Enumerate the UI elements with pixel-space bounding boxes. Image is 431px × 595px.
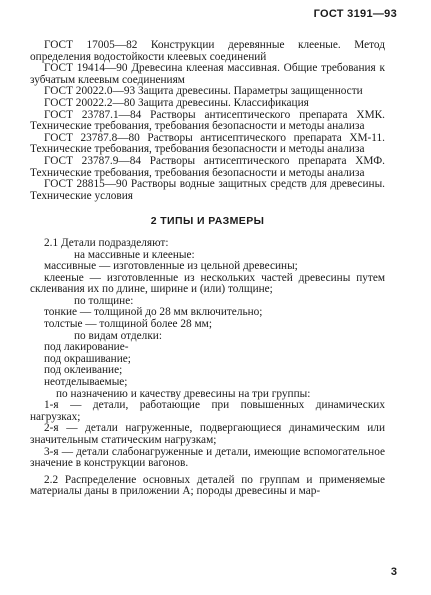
finish-item: под лакирование- [44, 341, 129, 354]
finish-item: под оклеивание; [44, 364, 123, 377]
reference-gost-23787-1: ГОСТ 23787.1—84 Растворы антисептического препарата ХМК. Технические требования, требования безопасности и методы анализа [30, 108, 385, 133]
classification-by-material: на массивные и клееные: [74, 248, 195, 261]
document-id: ГОСТ 3191—93 [313, 8, 397, 20]
classification-by-thickness: по толщине: [74, 294, 134, 307]
item-massive: массивные — изготовленные из цельной древесины; [44, 260, 298, 273]
page-number: 3 [390, 566, 397, 578]
reference-gost-19414: ГОСТ 19414—90 Древесина клееная массивная. Общие требования к зубчатым клеевым соединениям [30, 62, 385, 86]
reference-gost-23787-9: ГОСТ 23787.9—84 Растворы антисептического препарата ХМФ. Технические требования, требования безопасности и методы анализа [30, 154, 385, 179]
item-group-3: 3-я — детали слабонагруженные и детали, имеющие вспомогательное значение в конструкции вагонов. [30, 445, 385, 470]
reference-gost-20022-2: ГОСТ 20022.2—80 Защита древесины. Классификация [44, 96, 309, 109]
classification-by-finish: по видам отделки: [74, 329, 162, 342]
item-thin: тонкие — толщиной до 28 мм включительно; [44, 306, 263, 319]
paragraph-2-2: 2.2 Распределение основных деталей по группам и применяемые материалы даны в приложении А; породы древесины и мар- [30, 473, 385, 498]
item-group-1: 1-я — детали, работающие при повышенных динамических нагрузках; [30, 399, 385, 423]
document-body [30, 40, 385, 498]
item-group-2: 2-я — детали нагруженные, подвергающиеся динамическим или значительным статическим нагрузкам; [30, 422, 385, 446]
reference-gost-20022-0: ГОСТ 20022.0—93 Защита древесины. Параметры защищенности [44, 85, 363, 98]
item-glued: клееные — изготовленные из нескольких частей древесины путем склеивания их по длине, ширине и (или) толщине; [30, 271, 385, 296]
finish-item: неотделываемые; [44, 376, 128, 389]
item-thick: толстые — толщиной более 28 мм; [44, 318, 212, 331]
classification-by-purpose: по назначению и качеству древесины на три группы: [56, 387, 311, 400]
reference-gost-17005: ГОСТ 17005—82 Конструкции деревянные клееные. Метод определения водостойкости клеевых соединений [30, 39, 385, 63]
reference-gost-23787-8: ГОСТ 23787.8—80 Растворы антисептического препарата ХМ-11. Технические требования, требования безопасности и методы анализа [30, 131, 385, 156]
finish-item: под окрашивание; [44, 352, 131, 365]
paragraph-2-1: 2.1 Детали подразделяют: [44, 236, 169, 249]
section-heading: 2 ТИПЫ И РАЗМЕРЫ [150, 215, 265, 228]
reference-gost-28815: ГОСТ 28815—90 Растворы водные защитных средств для древесины. Технические условия [30, 178, 385, 202]
